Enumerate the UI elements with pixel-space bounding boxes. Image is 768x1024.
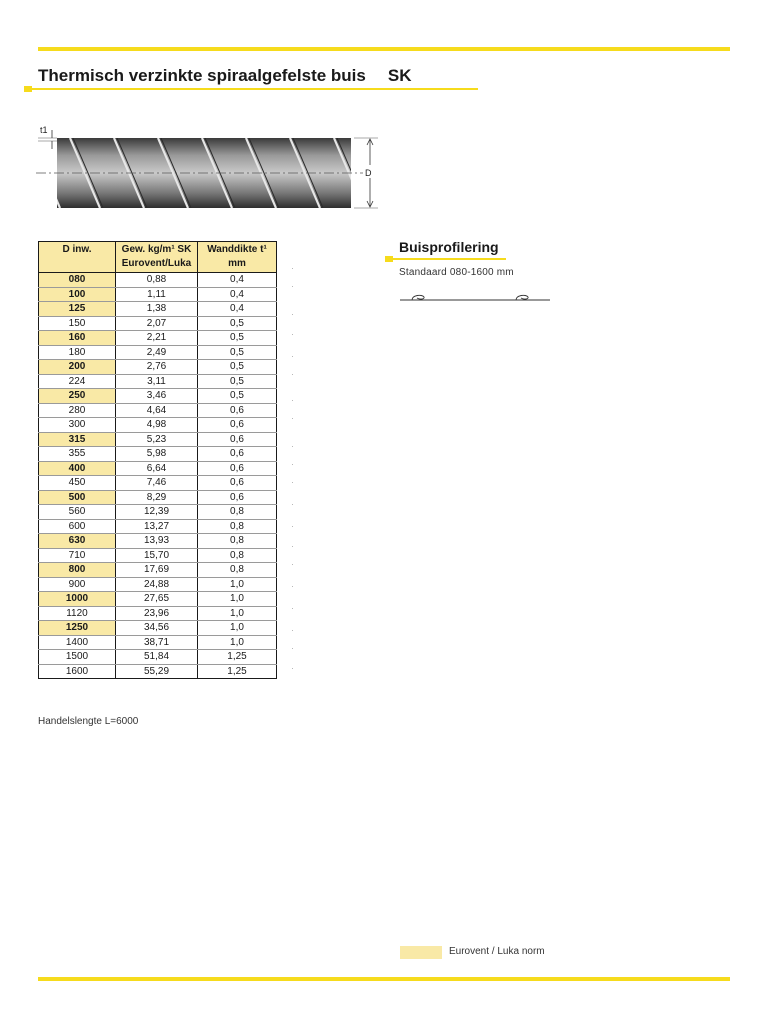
cell-weight: 1,38 [116,302,198,317]
table-row [39,432,277,447]
cell-diameter: 1400 [39,635,116,650]
cell-weight: 4,64 [116,403,198,418]
cell-weight: 34,56 [116,621,198,636]
cell-thickness: 1,0 [198,621,277,636]
page-title [38,66,411,86]
table-row [39,360,277,375]
cell-thickness: 0,8 [198,534,277,549]
cell-thickness: 1,0 [198,592,277,607]
cell-weight: 38,71 [116,635,198,650]
cell-diameter: 125 [39,302,116,317]
cell-diameter: 1500 [39,650,116,665]
cell-weight: 2,49 [116,345,198,360]
spiral-pipe-drawing [30,118,390,218]
profile-heading: Buisprofilering [399,239,499,255]
cell-weight: 3,46 [116,389,198,404]
cell-diameter: 160 [39,331,116,346]
cell-weight: 6,64 [116,461,198,476]
table-body [39,273,277,679]
table-row [39,519,277,534]
cell-weight: 7,46 [116,476,198,491]
table-row [39,534,277,549]
table-row [39,447,277,462]
cell-diameter: 224 [39,374,116,389]
table-row [39,621,277,636]
title-text: Thermisch verzinkte spiraalgefelste buis [38,66,366,85]
cell-diameter: 600 [39,519,116,534]
product-code: SK [387,66,412,85]
cell-thickness: 0,6 [198,403,277,418]
table-row [39,476,277,491]
cell-weight: 0,88 [116,273,198,288]
bottom-rule [38,977,730,981]
cell-thickness: 0,8 [198,548,277,563]
diameter-label: D [365,168,372,178]
table-row [39,374,277,389]
cell-thickness: 1,25 [198,650,277,665]
table-row [39,592,277,607]
cell-thickness: 0,6 [198,490,277,505]
cell-weight: 13,27 [116,519,198,534]
table-row [39,403,277,418]
cell-diameter: 400 [39,461,116,476]
cell-thickness: 1,0 [198,577,277,592]
cell-diameter: 900 [39,577,116,592]
cell-weight: 17,69 [116,563,198,578]
table-row [39,650,277,665]
cell-weight: 1,11 [116,287,198,302]
cell-weight: 15,70 [116,548,198,563]
cell-diameter: 630 [39,534,116,549]
margin-dots [292,268,294,678]
cell-thickness: 1,25 [198,664,277,679]
table-row [39,331,277,346]
table-row [39,635,277,650]
cell-weight: 2,76 [116,360,198,375]
trade-length-note: Handelslengte L=6000 [38,716,139,727]
cell-diameter: 200 [39,360,116,375]
cell-weight: 23,96 [116,606,198,621]
cell-thickness: 0,6 [198,432,277,447]
cell-diameter: 355 [39,447,116,462]
cell-diameter: 315 [39,432,116,447]
table-row [39,316,277,331]
table-row [39,273,277,288]
table-row [39,302,277,317]
profile-standard: Standaard 080-1600 mm [399,267,514,278]
cell-thickness: 0,6 [198,418,277,433]
table-row [39,606,277,621]
cell-thickness: 0,5 [198,389,277,404]
thickness-label: t1 [40,125,48,135]
cell-weight: 5,23 [116,432,198,447]
profile-underline [393,258,506,260]
cell-diameter: 150 [39,316,116,331]
cell-weight: 5,98 [116,447,198,462]
cell-thickness: 0,4 [198,287,277,302]
table-row [39,389,277,404]
cell-thickness: 0,8 [198,505,277,520]
table-row [39,345,277,360]
table-row [39,287,277,302]
cell-weight: 13,93 [116,534,198,549]
legend-swatch [400,946,442,959]
cell-weight: 8,29 [116,490,198,505]
table-row [39,418,277,433]
cell-weight: 3,11 [116,374,198,389]
table-row [39,563,277,578]
table-row [39,490,277,505]
cell-thickness: 0,4 [198,273,277,288]
cell-diameter: 100 [39,287,116,302]
legend-label: Eurovent / Luka norm [449,946,545,957]
cell-diameter: 1600 [39,664,116,679]
cell-diameter: 1250 [39,621,116,636]
cell-thickness: 0,5 [198,374,277,389]
cell-thickness: 1,0 [198,635,277,650]
col-header-weight: Gew. kg/m¹ SK Eurovent/Luka [116,242,198,273]
col-header-thickness: Wanddikte t¹ mm [198,242,277,273]
cell-thickness: 0,8 [198,519,277,534]
title-underline [32,88,478,90]
cell-thickness: 0,5 [198,360,277,375]
cell-diameter: 1120 [39,606,116,621]
cell-thickness: 0,5 [198,316,277,331]
cell-diameter: 080 [39,273,116,288]
spec-table [38,241,277,679]
cell-weight: 2,21 [116,331,198,346]
cell-thickness: 0,6 [198,461,277,476]
cell-diameter: 300 [39,418,116,433]
table-header-row [39,242,277,273]
col-header-diameter: D inw. [39,242,116,273]
cell-weight: 55,29 [116,664,198,679]
cell-thickness: 0,8 [198,563,277,578]
table-row [39,577,277,592]
cell-weight: 27,65 [116,592,198,607]
cell-thickness: 0,6 [198,447,277,462]
cell-thickness: 0,5 [198,345,277,360]
profile-underline-marker [385,256,393,262]
cell-thickness: 0,5 [198,331,277,346]
cell-thickness: 0,6 [198,476,277,491]
top-rule [38,47,730,51]
table-row [39,505,277,520]
cell-diameter: 280 [39,403,116,418]
cell-diameter: 180 [39,345,116,360]
cell-weight: 51,84 [116,650,198,665]
cell-weight: 4,98 [116,418,198,433]
cell-diameter: 710 [39,548,116,563]
cell-diameter: 560 [39,505,116,520]
seam-profile-icon [400,290,552,306]
cell-weight: 12,39 [116,505,198,520]
cell-weight: 24,88 [116,577,198,592]
table-row [39,664,277,679]
cell-diameter: 800 [39,563,116,578]
cell-thickness: 1,0 [198,606,277,621]
title-underline-marker [24,86,32,92]
table-row [39,548,277,563]
table-row [39,461,277,476]
cell-thickness: 0,4 [198,302,277,317]
cell-weight: 2,07 [116,316,198,331]
cell-diameter: 450 [39,476,116,491]
cell-diameter: 500 [39,490,116,505]
cell-diameter: 1000 [39,592,116,607]
cell-diameter: 250 [39,389,116,404]
